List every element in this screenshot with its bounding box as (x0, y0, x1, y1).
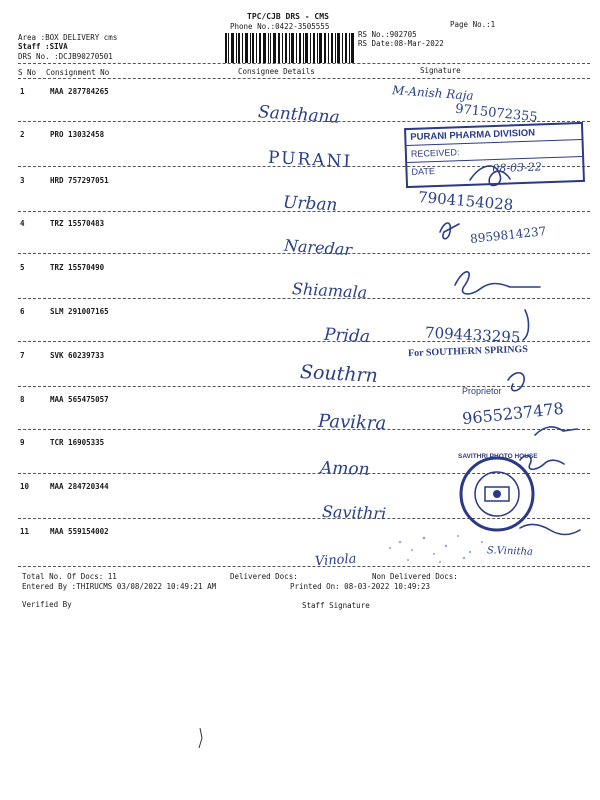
staff-label: Staff :SIVA (18, 42, 68, 51)
handwritten-name: Shiamala (291, 279, 368, 302)
staff-signature-label: Staff Signature (302, 601, 370, 610)
row-sno: 6 (20, 307, 25, 316)
drs-number: DRS No. :DCJB90270501 (18, 52, 113, 61)
page-number: Page No.:1 (450, 20, 496, 29)
handwritten-phone: 9715072355 (454, 101, 539, 126)
handwritten-name: Santhana (257, 102, 341, 128)
row-sno: 8 (20, 395, 25, 404)
row-sno: 1 (20, 87, 25, 96)
rs-date: RS Date:08-Mar-2022 (358, 39, 444, 48)
printed-on: Printed On: 08-03-2022 10:49:23 (290, 582, 430, 591)
handwritten-name: Prida (323, 324, 371, 348)
stamp-title: PURANI PHARMA DIVISION (406, 124, 581, 146)
entered-by: Entered By :THIRUCMS 03/08/2022 10:49:21 AM (22, 582, 217, 591)
handwritten-phone: 7904154028 (417, 187, 515, 215)
handwritten-name: Southrn (299, 360, 379, 388)
signature-scribble (440, 223, 459, 239)
area-label: Area :BOX DELIVERY cms (18, 33, 118, 42)
handwritten-phone: 8959814237 (469, 224, 547, 246)
row-sno: 3 (20, 176, 25, 185)
row-consignment: MAA 559154002 (50, 527, 109, 536)
col-sno: S No (18, 68, 37, 77)
row-sno: 11 (20, 527, 30, 536)
phone-number: Phone No.:0422-3505555 (230, 22, 330, 31)
purani-pharma-stamp (404, 122, 585, 188)
row-sno: 5 (20, 263, 25, 272)
seal-text: SAVITHRI PHOTO HOUSE (458, 453, 538, 460)
row-consignment: PRO 13032458 (50, 130, 105, 139)
document-title: TPC/CJB DRS - CMS (247, 12, 329, 21)
row-consignment: MAA 287784265 (50, 87, 109, 96)
photo-house-seal (458, 455, 536, 533)
signature-scribble (508, 373, 524, 391)
row-consignment: MAA 284720344 (50, 482, 109, 491)
handwritten-name: Urban (282, 192, 338, 216)
col-consignment: Consignment No (46, 68, 110, 77)
col-consignee: Consignee Details (238, 67, 315, 76)
handwritten-signature: S.Vinitha (486, 545, 534, 558)
handwritten-signature: M-Anish Raja (391, 83, 475, 103)
row-consignment: SLM 291007165 (50, 307, 109, 316)
handwritten-name: PURANI (267, 147, 353, 173)
rs-number: RS No.:902705 (358, 30, 417, 39)
row-consignment: TRZ 15570490 (50, 263, 105, 272)
stamp-date-value: 08-03-22 (492, 160, 542, 176)
handwritten-name: Naredar (283, 235, 353, 260)
signature-scribble (535, 427, 577, 435)
row-sno: 2 (20, 130, 25, 139)
non-delivered-docs: Non Delivered Docs: (372, 572, 458, 581)
stamp-date-label: DATE (411, 166, 436, 177)
proprietor-stamp: Proprietor (462, 386, 502, 396)
row-consignment: MAA 565475057 (50, 395, 109, 404)
scan-mark (196, 726, 206, 752)
handwritten-phone: 9655237478 (461, 398, 565, 429)
row-consignment: HRD 757297051 (50, 176, 109, 185)
signature-scribble (455, 272, 540, 294)
row-consignment: TRZ 15570483 (50, 219, 105, 228)
handwritten-phone: 7094433295 (424, 323, 521, 347)
row-consignment: TCR 16905335 (50, 438, 105, 447)
row-consignment: SVK 60239733 (50, 351, 105, 360)
handwritten-name: Pavikra (317, 410, 387, 435)
row-sno: 7 (20, 351, 25, 360)
total-docs: Total No. Of Docs: 11 (22, 572, 117, 581)
row-sno: 9 (20, 438, 25, 447)
scan-speckles (380, 528, 500, 568)
handwritten-name: Vinola (314, 551, 357, 570)
row-sno: 4 (20, 219, 25, 228)
handwritten-name: Amon (319, 458, 370, 480)
col-signature: Signature (420, 66, 461, 75)
stamp-received: RECEIVED: (407, 140, 582, 163)
handwritten-name: Savithri (321, 501, 387, 524)
verified-by: Verified By (22, 600, 72, 609)
row-sno: 10 (20, 482, 30, 491)
southern-springs-stamp: For SOUTHERN SPRINGS (407, 343, 528, 360)
delivered-docs: Delivered Docs: (230, 572, 298, 581)
signature-scribble (523, 310, 529, 340)
seal-graphic (458, 455, 536, 533)
